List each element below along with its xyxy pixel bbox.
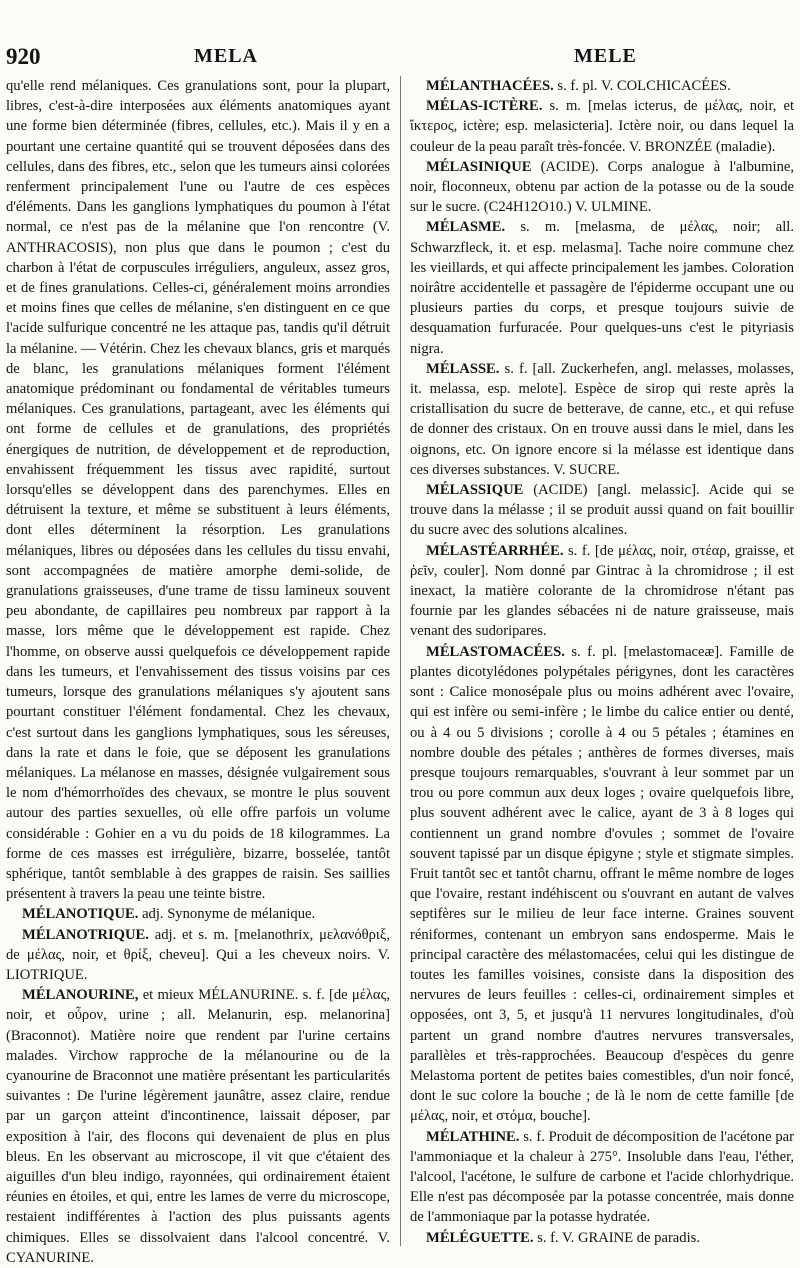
dictionary-entry — [410, 217, 794, 358]
entry-headword: MÉLASME. — [426, 219, 506, 236]
entry-headword: MÉLASINIQUE — [426, 158, 532, 175]
entry-text: s. m. [melasma, de μέλας, noir; all. Schwarzfleck, it. et esp. melasma]. Tache noire commune chez les vieillards, et qui affecte principalement les jambes. Coloration noirâtre accidentelle et passagère de l'épiderme occupant une ou plusieurs parties du corps, et presque toujours suivie de desquamation furfuracée. Pour quelques-uns c'est le pityriasis nigra. — [410, 219, 794, 357]
entry-headword: MÉLAS-ICTÈRE. — [426, 98, 543, 115]
entry-continuation — [6, 76, 390, 904]
left-column — [6, 76, 391, 1266]
entry-headword: MÉLANOTRIQUE. — [22, 926, 149, 943]
entry-headword: MÉLASTÉARRHÉE. — [426, 542, 564, 559]
entry-headword: MÉLASSIQUE — [426, 482, 524, 499]
right-running-title: MELE — [574, 45, 637, 67]
dictionary-entry — [410, 76, 794, 96]
entry-headword: MÉLÉGUETTE. — [426, 1229, 534, 1246]
entry-text: s. f. V. GRAINE de paradis. — [537, 1229, 700, 1246]
entry-headword: MÉLASTOMACÉES. — [426, 643, 565, 660]
entry-text: s. f. [all. Zuckerhefen, angl. melasses, molasses, it. melassa, esp. melote]. Espèce de sirop qui reste après la cristallisation du sucre de betterave, de canne, etc., et qui refuse de donner des cristaux. On en trouve aussi dans le miel, dans les oignons, etc. On ignore encore si la mélasse est identique dans ces diverses substances. V. SUCRE. — [410, 360, 794, 478]
entry-text: s. f. [de μέλας, noir, στέαρ, graisse, et ῥεῖν, couler]. Nom donné par Gintrac à la chromidrose ; il est inexact, la matière colorante de la chromidrose n'étant pas fournie par les glandes sébacées ni de nature graisseuse, mais venant des sudoripares. — [410, 542, 794, 640]
entry-headword: MÉLANOTIQUE. — [22, 906, 139, 923]
entry-headword: MÉLANOURINE, — [22, 987, 139, 1004]
entry-text: s. f. Produit de décomposition de l'acétone par l'ammoniaque et la chaleur à 275°. Insoluble dans l'eau, l'éther, l'alcool, l'acétone, le sulfure de carbone et l'acide chlorhydrique. Elle n'est pas décomposée par la potasse concentrée, mais donne de l'ammoniaque par la potasse hydratée. — [410, 1128, 794, 1226]
dictionary-entry — [410, 157, 794, 218]
entry-text: qu'elle rend mélaniques. Ces granulations sont, pour la plupart, libres, c'est-à-dire interposées aux éléments anatomiques ayant une forme bien déterminée (fibres, cellules, etc.). Mais il y en a pourtant une certaine quantité qui se trouvent déposées dans des cellules, dans des fibres, etc., selon que les tumeurs ainsi colorées renferment principalement l'une ou l'autre de ces espèces d'éléments. Dans les ganglions lymphatiques du poumon à l'état normal, ce n'est pas de la mélanine que l'on rencontre (V. ANTHRACOSIS), non plus que dans le poumon ; c'est du charbon à l'état de corpuscules irréguliers, anguleux, assez gros, et de fines granulations. Celles-ci, généralement moins arrondies et moins fines que celles de mélanine, s'en distinguent en ce que l'acide sulfurique concentré ne les attaque pas, tandis qu'il détruit la mélanine. — Vétérin. Chez les chevaux blancs, gris et marqués de blanc, les granulations mélaniques forment l'élément anatomique prédominant ou fondamental de véritables tumeurs mélaniques. Ces granulations, partageant, avec les éléments qui ont forme de cellules et de granulations, des propriétés énergiques de nutrition, de développement et de reproduction, envahissent fréquemment les tissus avec rapidité, surtout lorsqu'elles se développent dans des parenchymes. Elles en détruisent la texture, et même se substituent à leurs éléments, dont elles déterminent la résorption. Les granulations mélaniques, libres ou déposées dans les cellules du tissu envahi, sont accompagnées de matière amorphe demi-solide, de granulations graisseuses, d'une trame de tissu lamineux souvent peu abondante, de capillaires peu nombreux par rapport à la masse, lors même que le développement est rapide. Chez l'homme, on observe aussi quelquefois ce développement rapide dans les tumeurs, et l'envahissement des tissus voisins par ces tumeurs, lorsque des granulations mélaniques s'y ajoutent sans pourtant constituer l'élément fondamental. Chez les chevaux, c'est surtout dans les ganglions lymphatiques, sous les séreuses, dans la rate et dans le foie, que se déposent les granulations mélaniques. La mélanose en masses, désignée vulgairement sous le nom d'hémorrhoïdes des chevaux, se montre le plus souvent autour des parties sexuelles, où elle offre parfois un volume considérable : Gohier en a vu du poids de 18 kilogrammes. La forme de ces masses est irrégulière, bizarre, bosselée, tantôt sphérique, tantôt semblable à des grappes de raisin. Ses saillies présentent à travers la peau une teinte bistre. — [6, 78, 390, 903]
dictionary-entry — [410, 96, 794, 157]
dictionary-entry — [410, 642, 794, 1127]
page-number: 920 — [6, 44, 41, 69]
dictionary-entry — [410, 480, 794, 541]
dictionary-entry — [6, 925, 390, 986]
entry-text: (ACIDE). Corps analogue à l'albumine, noir, floconneux, obtenu par action de la potasse ou de la soude sur le sucre. (C24H12O10.) V. ULMINE. — [410, 158, 794, 216]
running-header — [6, 44, 794, 70]
entry-text: adj. Synonyme de mélanique. — [142, 906, 316, 923]
entry-text: adj. et s. m. [melanothrix, μελανόθριξ, de μέλας, noir, et θρίξ, cheveu]. Qui a les cheveux noirs. V. LIOTRIQUE. — [6, 926, 390, 983]
entry-text: (ACIDE) [angl. melassic]. Acide qui se trouve dans la mélasse ; il se produit aussi quand on fait bouillir du sucre avec des solutions alcalines. — [410, 482, 794, 539]
dictionary-entry — [410, 1127, 794, 1228]
entry-text: s. f. pl. [melastomaceæ]. Famille de plantes dicotylédones polypétales périgynes, dont les caractères sont : Calice monosépale plus ou moins adhérent avec l'ovaire, qui est infère ou semi-infère ; le limbe du calice entier ou denté, ou à 4 ou 5 divisions ; corolle à 4 ou 5 pétales ; étamines en nombre double des pétales ; anthères de formes diverses, mais presque toujours remarquables, s'ouvrant à leur sommet par un trou ou pore commun aux deux loges ; ovaire quelquefois libre, plus souvent adhérent avec le calice, ayant de 3 à 8 loges qui contiennent un grand nombre d'ovules ; sommet de l'ovaire souvent tapissé par un disque épigyne ; style et stigmate simples. Fruit tantôt sec et tantôt charnu, offrant le même nombre de loges que l'ovaire, restant indéhiscent ou s'ouvrant en autant de valves septifères sur le milieu de leur face interne. Graines souvent réniformes, contenant un embryon sans endosperme. Mais le principal caractère des mélastomacées, celui qui les distingue de toutes les familles voisines, consiste dans la disposition des nervures de leurs feuilles : celles-ci, ordinairement simples et opposées, ont 3, 5, et jusqu'à 11 nervures longitudinales, d'où partent un grand nombre d'autres nervures transversales, parallèles et très-rapprochées. Beaucoup d'espèces du genre Melastoma portent de petites baies comestibles, d'un noir foncé, dont le suc colore la bouche ; de là le nom de cette famille [de μέλας, noir, et στόμα, bouche]. — [410, 643, 795, 1125]
right-column — [410, 76, 794, 1254]
entry-text: et mieux MÉLANURINE. s. f. [de μέλας, noir, et οὖρον, urine ; all. Melanurin, esp. melanorina] (Braconnot). Matière noire que rendent par l'urine certains malades. Virchow rapproche de la mélanourine ou de la cyanourine de Braconnot une matière présentant les particularités suivantes : De l'urine légèrement jaunâtre, assez claire, rendue par un garçon atteint d'incontinence, laissait déposer, par exposition à l'air, des flocons qui devenaient de plus en plus bleus. En les observant au microscope, il vit que c'étaient des aiguilles d'un bleu indigo, rayonnées, qui ordinairement étaient réunies en étoiles, et qui, entre les lames de verre du microscope, restaient indifférentes à l'action des plus puissants agents chimiques. Elles se dissolvaient dans l'alcool concentré. V. CYANURINE. — [6, 987, 391, 1266]
entry-text: s. f. pl. V. COLCHICACÉES. — [557, 78, 731, 94]
dictionary-entry — [410, 1228, 794, 1248]
left-running-title: MELA — [194, 45, 258, 67]
dictionary-entry — [6, 985, 390, 1268]
entry-headword: MÉLANTHACÉES. — [426, 78, 554, 94]
dictionary-entry — [410, 359, 794, 480]
dictionary-entry — [6, 904, 390, 924]
entry-headword: MÉLATHINE. — [426, 1128, 520, 1145]
entry-text: s. m. [melas icterus, de μέλας, noir, et ἴκτερος, ictère; esp. melasicteria]. Ictère noir, ou dans lequel la couleur de la peau paraît très-foncée. V. BRONZÉE (maladie). — [410, 98, 794, 155]
entry-headword: MÉLASSE. — [426, 360, 500, 377]
dictionary-entry — [410, 541, 794, 642]
column-divider — [400, 76, 401, 1246]
